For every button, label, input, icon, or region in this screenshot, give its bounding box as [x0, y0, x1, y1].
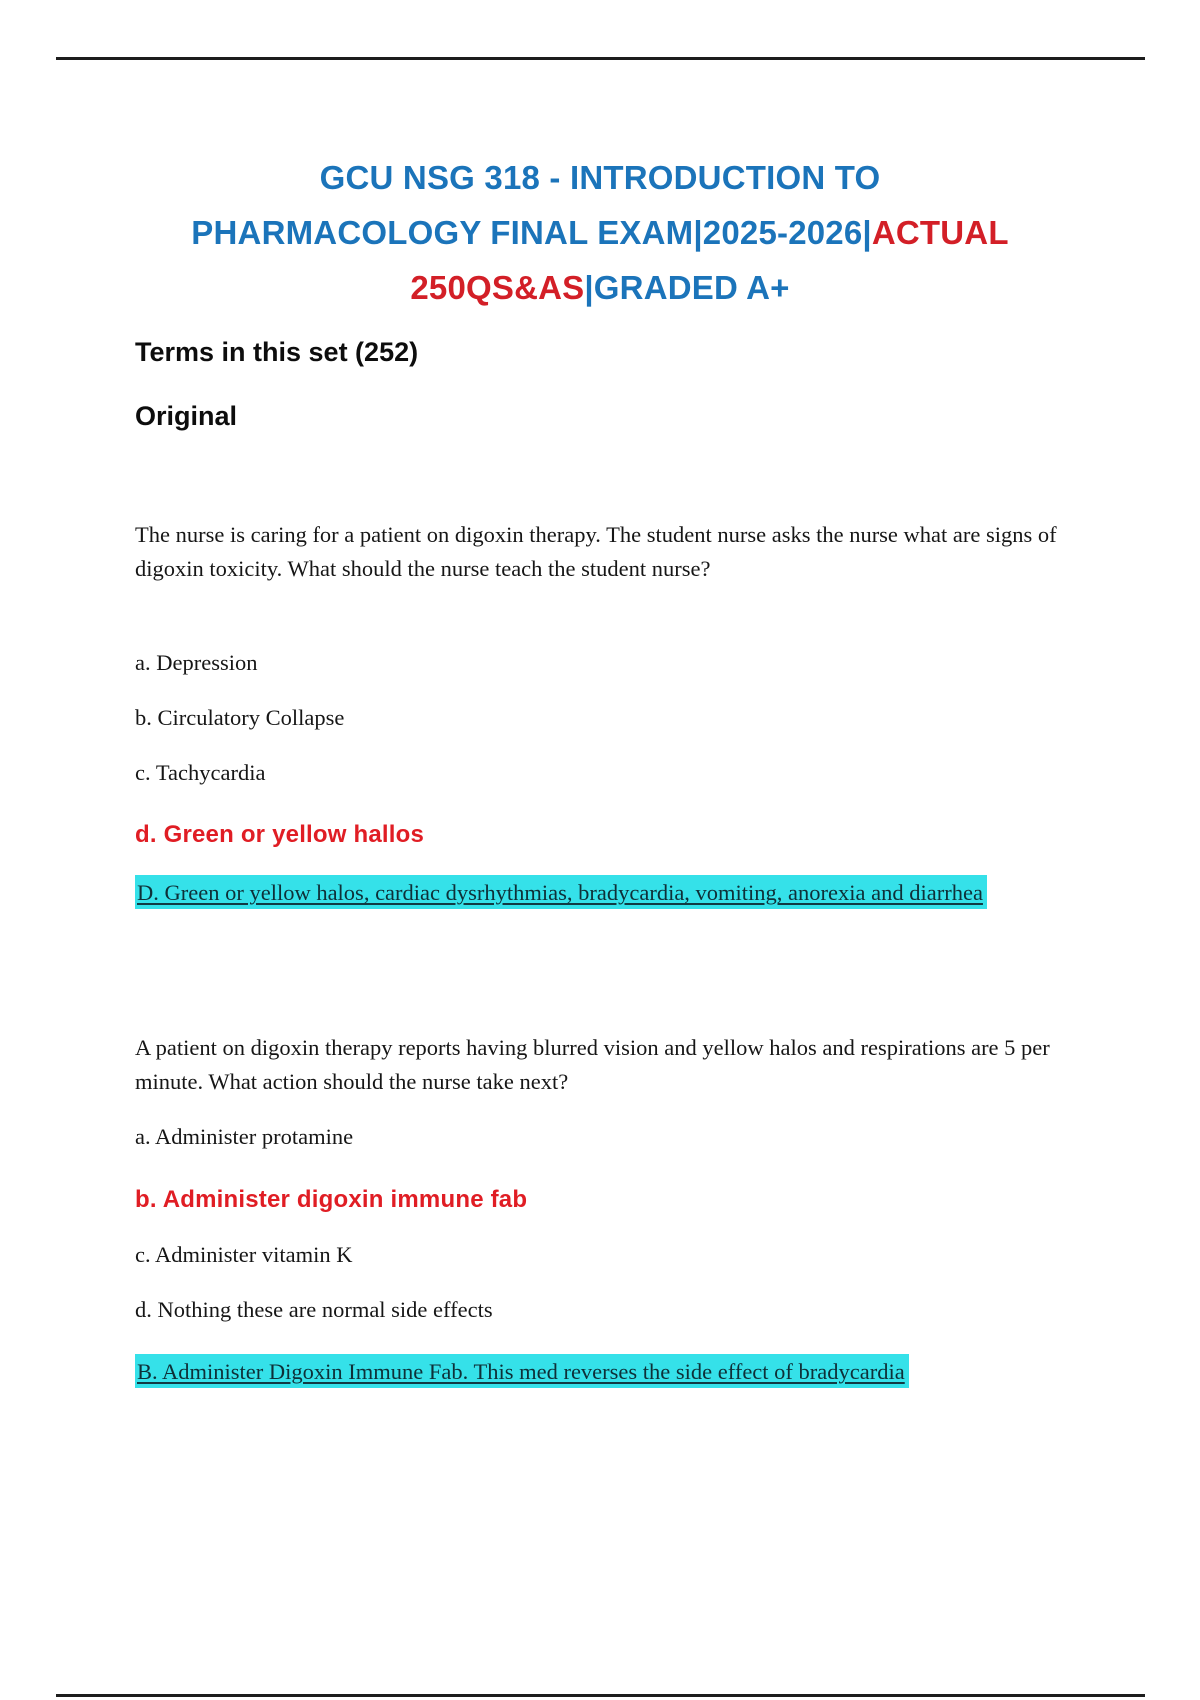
question-2-text: A patient on digoxin therapy reports having blurred vision and yellow halos and respirations are 5 per minute. What action should the nurse take next? — [135, 1035, 1050, 1094]
title-line3-red-text: 250QS&AS — [410, 269, 585, 306]
terms-heading: Terms in this set (252) — [135, 337, 419, 367]
question-1-answer-highlight: D. Green or yellow halos, cardiac dysrhythmias, bradycardia, vomiting, anorexia and diarrhea — [135, 875, 987, 909]
original-heading: Original — [135, 401, 238, 431]
title-line-3 — [115, 260, 1085, 315]
question-1-option-b: b. Circulatory Collapse — [135, 705, 345, 730]
question-1-option-c: c. Tachycardia — [135, 760, 266, 785]
question-1-option-d-correct: d. Green or yellow hallos — [135, 821, 425, 848]
question-2-option-b-correct: b. Administer digoxin immune fab — [135, 1186, 528, 1213]
title-line-1 — [115, 150, 1085, 205]
question-1-text: The nurse is caring for a patient on digoxin therapy. The student nurse asks the nurse what are signs of digoxin toxicity. What should the nurse teach the student nurse? — [135, 522, 1057, 581]
title-line2-red-text: ACTUAL — [871, 214, 1009, 251]
question-1-answer — [135, 870, 1075, 915]
document-title — [115, 150, 1085, 315]
title-line3-blue-text: |GRADED A+ — [584, 269, 790, 306]
title-line1-text: GCU NSG 318 - INTRODUCTION TO — [319, 159, 881, 196]
question-2-answer-highlight: B. Administer Digoxin Immune Fab. This med reverses the side effect of bradycardia — [135, 1354, 909, 1388]
question-2-option-c: c. Administer vitamin K — [135, 1242, 353, 1267]
bottom-rule — [56, 1694, 1145, 1697]
question-1-option-a: a. Depression — [135, 650, 258, 675]
question-2-option-d: d. Nothing these are normal side effects — [135, 1297, 493, 1322]
question-2-option-a: a. Administer protamine — [135, 1124, 354, 1149]
top-rule — [56, 57, 1145, 60]
title-line-2 — [115, 205, 1085, 260]
question-2-answer — [135, 1349, 1075, 1394]
title-line2-blue-text: PHARMACOLOGY FINAL EXAM|2025-2026| — [191, 214, 872, 251]
